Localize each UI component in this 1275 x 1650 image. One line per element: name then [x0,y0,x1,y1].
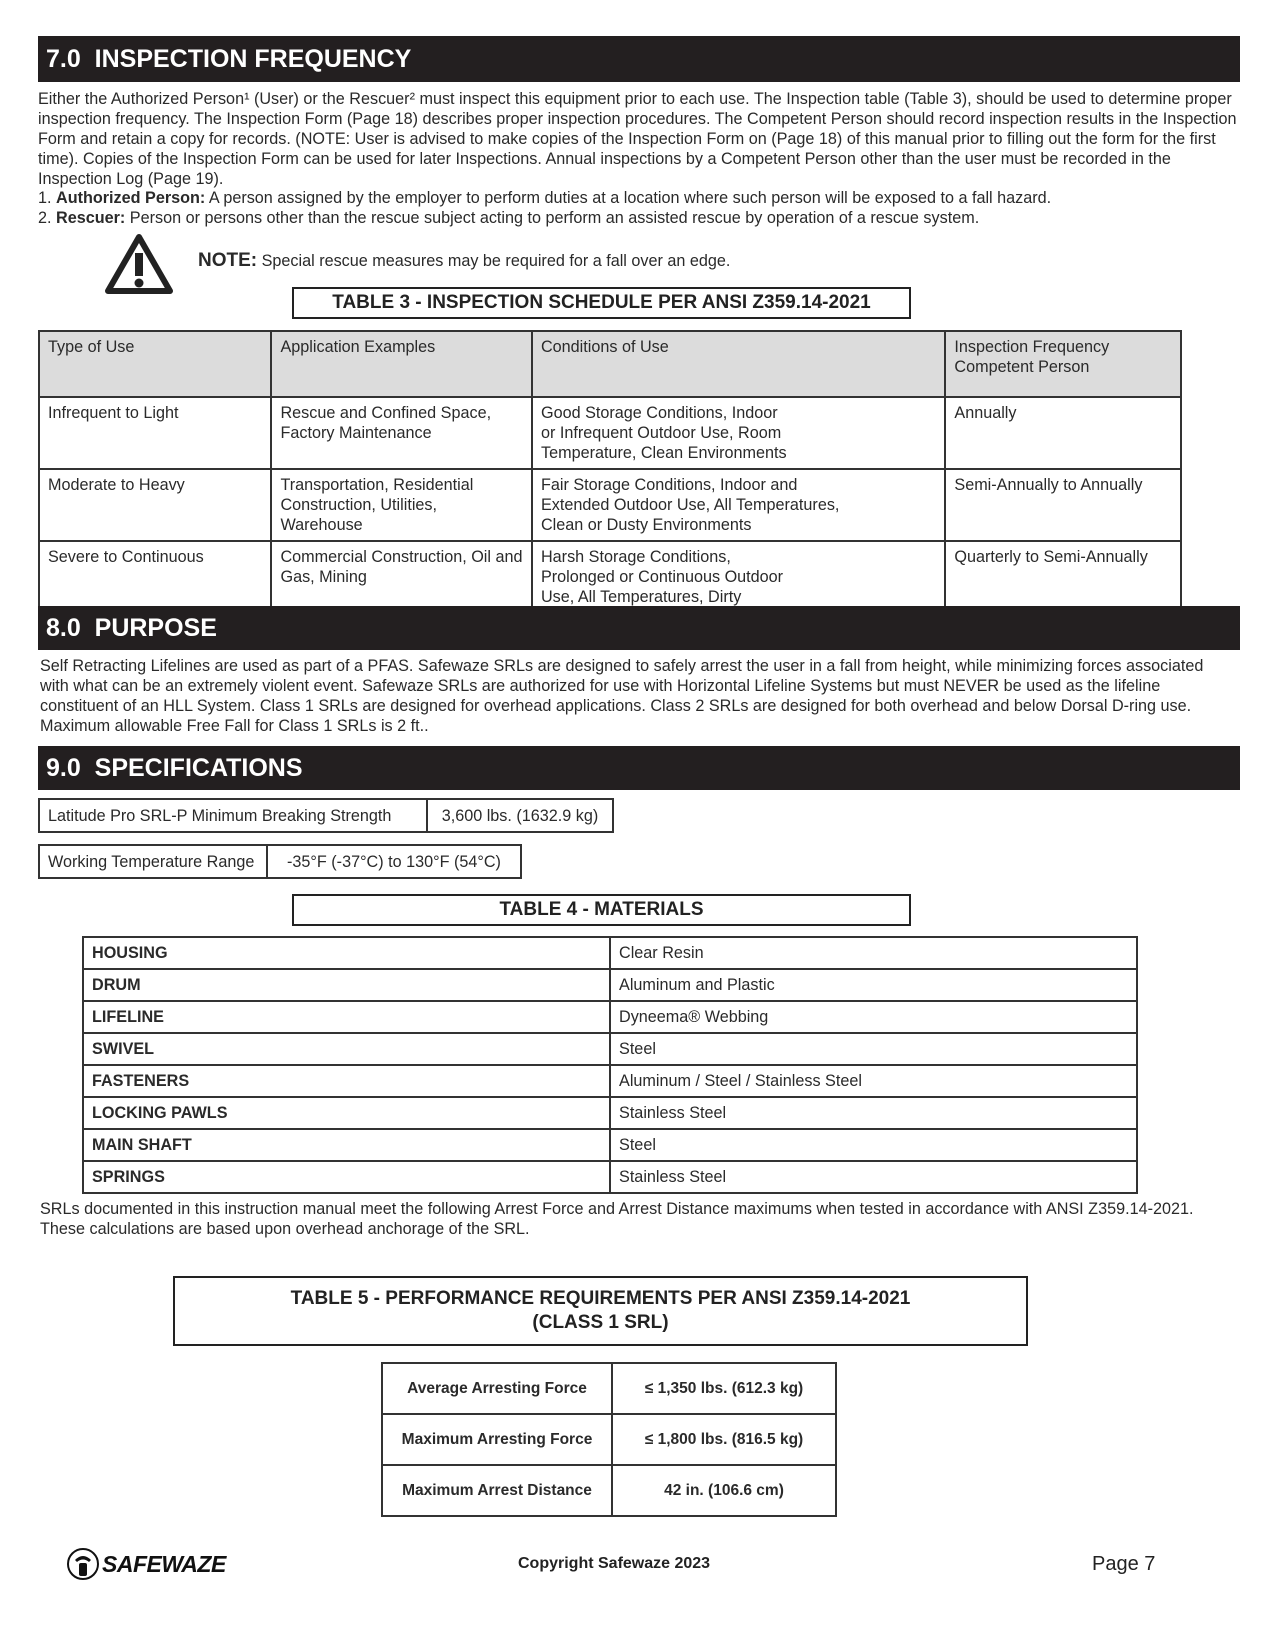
spec-temperature-range [38,844,522,879]
footnote-1-term: Authorized Person: [56,189,206,207]
footnote-2-text: Person or persons other than the rescue subject acting to perform an assisted rescue by operation of a rescue system. [125,209,980,227]
section-7-heading [38,36,1240,82]
note-label: NOTE: [198,250,258,271]
arrest-text: SRLs documented in this instruction manual meet the following Arrest Force and Arrest Distance maximums when tested in accordance with ANSI Z359.14-2021. These calculations are based upon overhead anchorage of the SRL. [40,1200,1194,1238]
material-value: Dyneema® Webbing [610,1001,1137,1033]
copyright: Copyright Safewaze 2023 [518,1555,711,1572]
performance-value: 42 in. (106.6 cm) [612,1465,836,1516]
material-value: Stainless Steel [610,1097,1137,1129]
safewaze-logo-icon [66,1547,100,1581]
material-component: HOUSING [83,937,610,969]
spec-breaking-strength [38,798,614,833]
table-4-title: TABLE 4 - MATERIALS [292,894,911,926]
section-7-title: 7.0 INSPECTION FREQUENCY [46,44,412,73]
spec-value: -35°F (-37°C) to 130°F (54°C) [267,845,521,878]
table-cell: Commercial Construction, Oil and Gas, Mining [271,541,532,633]
section-8-body: Self Retracting Lifelines are used as part of a PFAS. Safewaze SRLs are designed to safely arrest the user in a fall from height, while minimizing forces associated with what can be an extremely violent event. Safewaze SRLs are authorized for use with Horizontal Lifeline Systems but must NEVER be used as the lifeline constituent of an HLL System. Class 1 SRLs are designed for overhead applications. Class 2 SRLs are designed for both overhead and below Dorsal D-ring use. Maximum allowable Free Fall for Class 1 SRLs is 2 ft.. [40,657,1204,735]
table-row [39,469,1181,541]
material-value: Steel [610,1129,1137,1161]
table-3-header: Inspection Frequency Competent Person [945,331,1181,397]
performance-value: ≤ 1,800 lbs. (816.5 kg) [612,1414,836,1465]
spec-value: 3,600 lbs. (1632.9 kg) [427,799,613,832]
material-component: DRUM [83,969,610,1001]
page-number: Page 7 [1092,1553,1156,1575]
table-row [83,1129,1137,1161]
warning-triangle-icon [104,232,174,296]
note [198,250,730,272]
table-row [83,1065,1137,1097]
table-row [83,1001,1137,1033]
material-value: Stainless Steel [610,1161,1137,1193]
material-component: LIFELINE [83,1001,610,1033]
performance-label: Maximum Arresting Force [382,1414,612,1465]
performance-value: ≤ 1,350 lbs. (612.3 kg) [612,1363,836,1414]
table-cell: Transportation, Residential Construction, Utilities, Warehouse [271,469,532,541]
section-8-heading [38,606,1240,650]
table-row [382,1414,836,1465]
material-component: FASTENERS [83,1065,610,1097]
material-component: LOCKING PAWLS [83,1097,610,1129]
note-text: Special rescue measures may be required for a fall over an edge. [257,252,731,270]
table-cell: Harsh Storage Conditions, Prolonged or Continuous Outdoor Use, All Temperatures, Dirty [532,541,945,633]
table-5 [381,1362,837,1517]
material-value: Steel [610,1033,1137,1065]
table-row [83,969,1137,1001]
table-3 [38,330,1182,634]
table-row [382,1465,836,1516]
material-value: Aluminum and Plastic [610,969,1137,1001]
footnote-1-text: A person assigned by the employer to perform duties at a location where such person will be exposed to a fall hazard. [205,189,1052,207]
table-5-title-line-2: (CLASS 1 SRL) [532,1312,669,1333]
material-component: SWIVEL [83,1033,610,1065]
table-row [83,1097,1137,1129]
table-row [83,1161,1137,1193]
footnote-1-num: 1. [38,189,52,207]
section-8-title: 8.0 PURPOSE [46,613,217,642]
spec-label: Latitude Pro SRL-P Minimum Breaking Strength [39,799,427,832]
material-component: SPRINGS [83,1161,610,1193]
material-value: Clear Resin [610,937,1137,969]
table-cell: Good Storage Conditions, Indoor or Infrequent Outdoor Use, Room Temperature, Clean Environments [532,397,945,469]
table-cell: Fair Storage Conditions, Indoor and Extended Outdoor Use, All Temperatures, Clean or Dusty Environments [532,469,945,541]
performance-label: Average Arresting Force [382,1363,612,1414]
performance-label: Maximum Arrest Distance [382,1465,612,1516]
table-cell: Rescue and Confined Space, Factory Maintenance [271,397,532,469]
table-cell: Moderate to Heavy [39,469,271,541]
section-9-title: 9.0 SPECIFICATIONS [46,753,303,782]
table-row [382,1363,836,1414]
material-value: Aluminum / Steel / Stainless Steel [610,1065,1137,1097]
footnote-2-term: Rescuer: [56,209,126,227]
table-5-title-line-1: TABLE 5 - PERFORMANCE REQUIREMENTS PER ANSI Z359.14-2021 [290,1288,911,1309]
table-row [39,397,1181,469]
table-cell: Semi-Annually to Annually [945,469,1181,541]
table-4 [82,936,1138,1194]
table-cell: Severe to Continuous [39,541,271,633]
table-cell: Annually [945,397,1181,469]
table-3-header: Conditions of Use [532,331,945,397]
footnote-1 [38,188,1051,208]
section-9-heading [38,746,1240,790]
table-5-title [173,1276,1028,1346]
table-row [83,937,1137,969]
footer-logo [66,1547,226,1581]
table-3-header: Application Examples [271,331,532,397]
footnote-2 [38,208,979,228]
table-cell: Quarterly to Semi-Annually [945,541,1181,633]
footnote-2-num: 2. [38,209,52,227]
table-row [83,1033,1137,1065]
material-component: MAIN SHAFT [83,1129,610,1161]
table-3-title: TABLE 3 - INSPECTION SCHEDULE PER ANSI Z359.14-2021 [292,287,911,319]
table-3-header-row [39,331,1181,397]
spec-label: Working Temperature Range [39,845,267,878]
table-cell: Infrequent to Light [39,397,271,469]
table-3-header: Type of Use [39,331,271,397]
logo-text: SAFEWAZE [102,1550,226,1577]
section-7-body: Either the Authorized Person¹ (User) or the Rescuer² must inspect this equipment prior to each use. The Inspection table (Table 3), should be used to determine proper inspection frequency. The Inspection Form (Page 18) describes proper inspection procedures. The Competent Person should record inspection results in the Inspection Form and retain a copy for records. (NOTE: User is advised to make copies of the Inspection Form on (Page 18) of this manual prior to filling out the form for the first time). Copies of the Inspection Form can be used for later Inspections. Annual inspections by a Competent Person other than the user must be recorded in the Inspection Log (Page 19). [38,90,1237,188]
